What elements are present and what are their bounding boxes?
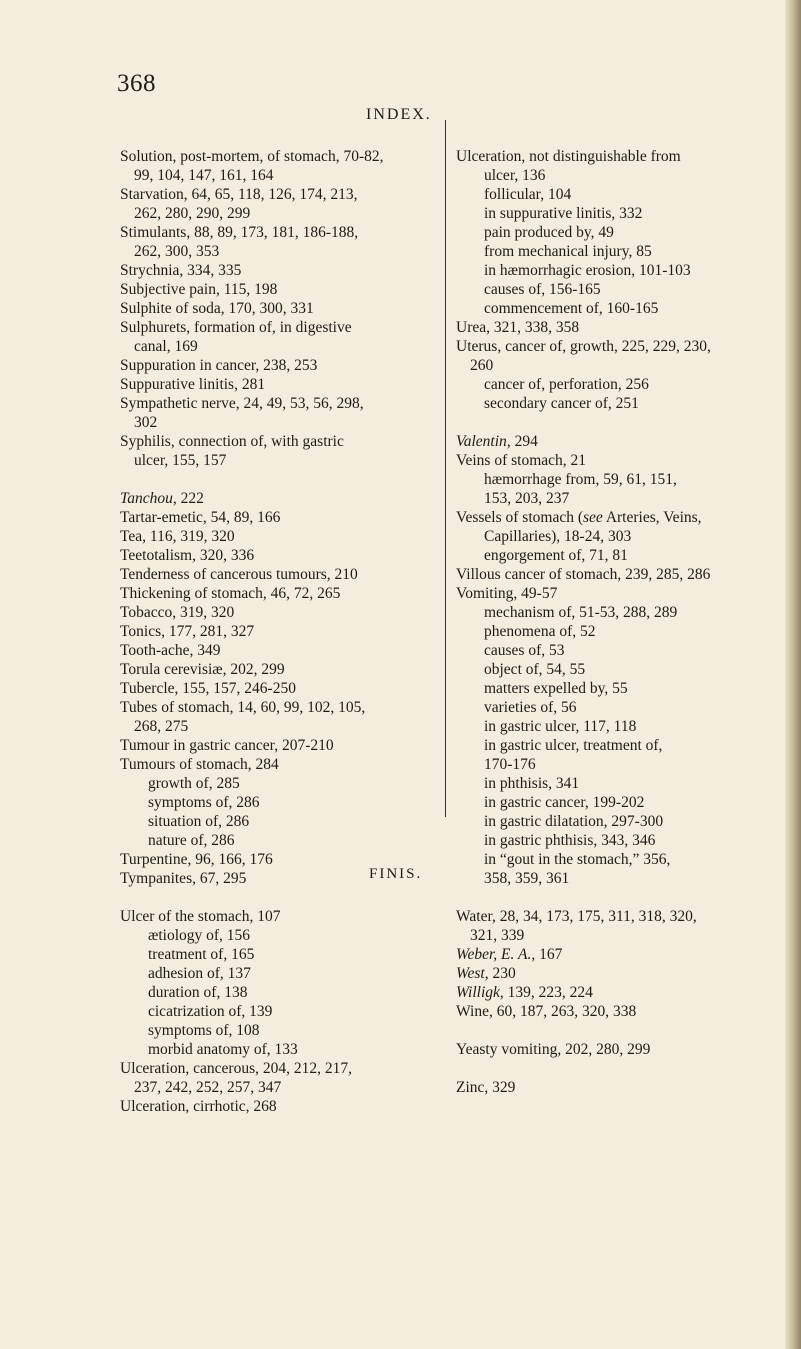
index-subentry: hæmorrhage from, 59, 61, 151, xyxy=(484,471,677,488)
index-entry: Weber, E. A., 167 xyxy=(456,946,563,963)
index-subentry: ulcer, 155, 157 xyxy=(134,452,227,469)
index-subentry: secondary cancer of, 251 xyxy=(484,395,639,412)
index-subentry: 170-176 xyxy=(484,756,536,773)
index-entry: Urea, 321, 338, 358 xyxy=(456,319,580,336)
running-head: INDEX. xyxy=(366,106,432,123)
index-section-gap xyxy=(456,413,780,432)
index-entry: Sulphite of soda, 170, 300, 331 xyxy=(120,300,314,317)
index-entry: Syphilis, connection of, with gastric xyxy=(120,433,344,450)
index-subentry: 260 xyxy=(470,357,494,374)
index-subentry: 99, 104, 147, 161, 164 xyxy=(134,167,274,184)
index-entry: Ulceration, cirrhotic, 268 xyxy=(120,1098,277,1115)
index-entry: Tonics, 177, 281, 327 xyxy=(120,623,255,640)
index-column-right xyxy=(456,147,780,1097)
index-entry: Strychnia, 334, 335 xyxy=(120,262,242,279)
index-subentry: symptoms of, 108 xyxy=(148,1022,260,1039)
index-entry: Veins of stomach, 21 xyxy=(456,452,587,469)
index-entry: Starvation, 64, 65, 118, 126, 174, 213, xyxy=(120,186,358,203)
index-entry: Zinc, 329 xyxy=(456,1079,516,1096)
index-subentry: in “gout in the stomach,” 356, xyxy=(484,851,671,868)
index-entry: Tenderness of cancerous tumours, 210 xyxy=(120,566,358,583)
index-entry: Tumours of stomach, 284 xyxy=(120,756,279,773)
index-subentry: in phthisis, 341 xyxy=(484,775,580,792)
index-subentry: from mechanical injury, 85 xyxy=(484,243,652,260)
index-entry: Tea, 116, 319, 320 xyxy=(120,528,235,545)
index-subentry: engorgement of, 71, 81 xyxy=(484,547,628,564)
index-entry: Stimulants, 88, 89, 173, 181, 186-188, xyxy=(120,224,359,241)
index-subentry: in gastric cancer, 199-202 xyxy=(484,794,645,811)
index-entry: Uterus, cancer of, growth, 225, 229, 230, xyxy=(456,338,711,355)
index-subentry: ulcer, 136 xyxy=(484,167,546,184)
index-subentry: in gastric ulcer, treatment of, xyxy=(484,737,663,754)
index-entry: Willigk, 139, 223, 224 xyxy=(456,984,593,1001)
finis: FINIS. xyxy=(369,866,423,882)
page-edge xyxy=(785,0,801,1349)
index-subentry: treatment of, 165 xyxy=(148,946,255,963)
index-subentry: nature of, 286 xyxy=(148,832,235,849)
index-subentry: object of, 54, 55 xyxy=(484,661,586,678)
index-entry: Tubercle, 155, 157, 246-250 xyxy=(120,680,296,697)
index-subentry: ætiology of, 156 xyxy=(148,927,251,944)
index-subentry: in gastric ulcer, 117, 118 xyxy=(484,718,637,735)
index-subentry: in hæmorrhagic erosion, 101-103 xyxy=(484,262,691,279)
index-entry: Thickening of stomach, 46, 72, 265 xyxy=(120,585,341,602)
index-entry: Sympathetic nerve, 24, 49, 53, 56, 298, xyxy=(120,395,364,412)
index-entry: Torula cerevisiæ, 202, 299 xyxy=(120,661,285,678)
index-entry: Suppurative linitis, 281 xyxy=(120,376,266,393)
index-section-gap xyxy=(120,470,450,489)
index-entry: Suppuration in cancer, 238, 253 xyxy=(120,357,318,374)
index-entry: West, 230 xyxy=(456,965,516,982)
index-entry: Turpentine, 96, 166, 176 xyxy=(120,851,273,868)
index-subentry: in gastric phthisis, 343, 346 xyxy=(484,832,656,849)
index-entry: Valentin, 294 xyxy=(456,433,538,450)
index-subentry: Capillaries), 18-24, 303 xyxy=(484,528,632,545)
index-subentry: duration of, 138 xyxy=(148,984,248,1001)
index-subentry: in gastric dilatation, 297-300 xyxy=(484,813,664,830)
index-entry: Water, 28, 34, 173, 175, 311, 318, 320, xyxy=(456,908,697,925)
index-entry: Tympanites, 67, 295 xyxy=(120,870,247,887)
index-entry: Vomiting, 49-57 xyxy=(456,585,558,602)
index-subentry: canal, 169 xyxy=(134,338,198,355)
index-entry: Ulceration, not distinguishable from xyxy=(456,148,681,165)
index-subentry: pain produced by, 49 xyxy=(484,224,614,241)
page-number: 368 xyxy=(117,70,156,97)
index-column-left xyxy=(120,147,450,1116)
index-subentry: causes of, 53 xyxy=(484,642,565,659)
index-entry: Tanchou, 222 xyxy=(120,490,204,507)
index-entry: Vessels of stomach (see Arteries, Veins, xyxy=(456,509,702,526)
index-entry: Yeasty vomiting, 202, 280, 299 xyxy=(456,1041,651,1058)
index-entry: Wine, 60, 187, 263, 320, 338 xyxy=(456,1003,637,1020)
column-divider xyxy=(445,120,446,817)
index-subentry: symptoms of, 286 xyxy=(148,794,260,811)
index-subentry: 262, 300, 353 xyxy=(134,243,220,260)
index-entry: Tubes of stomach, 14, 60, 99, 102, 105, xyxy=(120,699,366,716)
index-subentry: morbid anatomy of, 133 xyxy=(148,1041,298,1058)
index-entry: Tobacco, 319, 320 xyxy=(120,604,235,621)
index-entry: Solution, post-mortem, of stomach, 70-82, xyxy=(120,148,384,165)
index-subentry: 358, 359, 361 xyxy=(484,870,570,887)
index-entry: Tartar-emetic, 54, 89, 166 xyxy=(120,509,281,526)
index-subentry: growth of, 285 xyxy=(148,775,240,792)
index-subentry: cancer of, perforation, 256 xyxy=(484,376,649,393)
index-entry: Sulphurets, formation of, in digestive xyxy=(120,319,352,336)
index-subentry: cicatrization of, 139 xyxy=(148,1003,273,1020)
index-subentry: varieties of, 56 xyxy=(484,699,577,716)
index-entry: Villous cancer of stomach, 239, 285, 286 xyxy=(456,566,711,583)
index-subentry: follicular, 104 xyxy=(484,186,572,203)
index-subentry: 237, 242, 252, 257, 347 xyxy=(134,1079,282,1096)
index-section-gap xyxy=(456,1059,780,1078)
index-subentry: 268, 275 xyxy=(134,718,189,735)
index-subentry: 153, 203, 237 xyxy=(484,490,570,507)
index-subentry: 302 xyxy=(134,414,158,431)
index-section-gap xyxy=(456,888,780,907)
index-subentry: commencement of, 160-165 xyxy=(484,300,659,317)
index-section-gap xyxy=(456,1021,780,1040)
index-subentry: phenomena of, 52 xyxy=(484,623,596,640)
index-subentry: causes of, 156-165 xyxy=(484,281,601,298)
index-entry: Tooth-ache, 349 xyxy=(120,642,221,659)
index-subentry: in suppurative linitis, 332 xyxy=(484,205,643,222)
index-subentry: 262, 280, 290, 299 xyxy=(134,205,251,222)
index-subentry: situation of, 286 xyxy=(148,813,250,830)
index-entry: Teetotalism, 320, 336 xyxy=(120,547,255,564)
index-entry: Ulcer of the stomach, 107 xyxy=(120,908,281,925)
index-subentry: adhesion of, 137 xyxy=(148,965,251,982)
index-entry: Tumour in gastric cancer, 207-210 xyxy=(120,737,334,754)
index-subentry: mechanism of, 51-53, 288, 289 xyxy=(484,604,678,621)
index-section-gap xyxy=(120,888,450,907)
index-subentry: matters expelled by, 55 xyxy=(484,680,628,697)
index-entry: Subjective pain, 115, 198 xyxy=(120,281,278,298)
index-subentry: 321, 339 xyxy=(470,927,525,944)
index-entry: Ulceration, cancerous, 204, 212, 217, xyxy=(120,1060,353,1077)
